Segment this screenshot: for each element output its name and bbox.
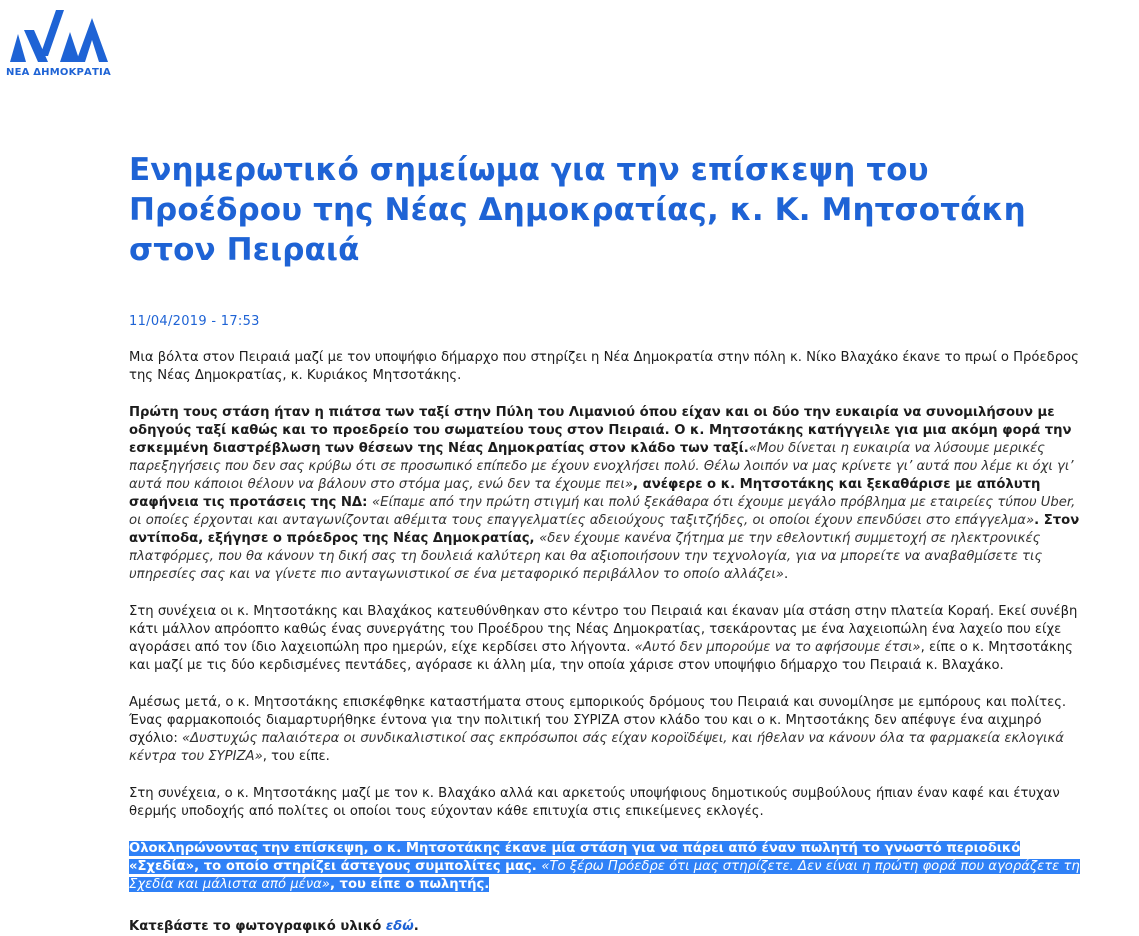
nd-logo-icon bbox=[4, 4, 108, 66]
article-title: Ενημερωτικό σημείωμα για την επίσκεψη του Προέδρου της Νέας Δημοκρατίας, κ. Κ. Μητσοτάκη στον Πειραιά bbox=[129, 152, 1026, 268]
paragraph-3: Στη συνέχεια οι κ. Μητσοτάκης και Βλαχάκος κατευθύνθηκαν στο κέντρο του Πειραιά και έκαναν μία στάση στην πλατεία Κοραή. Εκεί συνέβη κάτι μάλλον απρόοπτο καθώς ένας συνεργάτης του Προέδρου της Νέας Δημοκρατίας, τσεκάροντας με ένα λαχειοπώλη ένα λαχείο που είχε αγοράσει από τον ίδιο λαχειοπώλη προ ημερών, είχε κερδίσει στο λήγοντα. «Αυτό δεν μπορούμε να το αφήσουμε έτσι», είπε ο κ. Μητσοτάκης και μαζί με τις δύο κερδισμένες πεντάδες, αγόρασε κι άλλη μία, την οποία χάρισε στον υποψήφιο δήμαρχο του Πειραιά κ. Βλαχάκο. bbox=[129, 604, 1078, 673]
download-link[interactable]: εδώ bbox=[385, 919, 414, 934]
paragraph-6-selected: Ολοκληρώνοντας την επίσκεψη, ο κ. Μητσοτάκης έκανε μία στάση για να πάρει από έναν πωλητή το γνωστό περιοδικό «Σχεδία», το οποίο στηρίζει άστεγους συμπολίτες μας. «Το ξέρω Πρόεδρε ότι μας στηρίζετε. Δεν είναι η πρώτη φορά που αγοράζετε τη Σχεδία και μάλιστα από μένα», του είπε ο πωλητής. bbox=[129, 841, 1080, 892]
article bbox=[129, 150, 1084, 936]
article-body bbox=[129, 349, 1084, 936]
download-line: Κατεβάστε το φωτογραφικό υλικό εδώ. bbox=[129, 919, 419, 934]
article-date: 11/04/2019 - 17:53 bbox=[129, 314, 260, 329]
logo-text: ΝΕΑ ΔΗΜΟΚΡΑΤΙΑ bbox=[6, 67, 111, 78]
nd-logo[interactable] bbox=[4, 4, 111, 80]
paragraph-4: Αμέσως μετά, ο κ. Μητσοτάκης επισκέφθηκε καταστήματα στους εμπορικούς δρόμους του Πειραιά και συνομίλησε με εμπόρους και πολίτες. Ένας φαρμακοποιός διαμαρτυρήθηκε έντονα για την πολιτική του ΣΥΡΙΖΑ στον κλάδο του και ο κ. Μητσοτάκης δεν απέφυγε ένα αιχμηρό σχόλιο: «Δυστυχώς παλαιότερα οι συνδικαλιστικοί σας εκπρόσωποι σάς είχαν κοροϊδέψει, και ήθελαν να κάνουν όλα τα φαρμακεία εκλογικά κέντρα του ΣΥΡΙΖΑ», του είπε. bbox=[129, 695, 1067, 764]
paragraph-5: Στη συνέχεια, ο κ. Μητσοτάκης μαζί με τον κ. Βλαχάκο αλλά και αρκετούς υποψήφιους δημοτικούς συμβούλους ήπιαν έναν καφέ και έτυχαν θερμής υποδοχής από πολίτες οι οποίοι τους εύχονταν κάθε επιτυχία στις επικείμενες εκλογές. bbox=[129, 786, 1060, 819]
paragraph-1: Μια βόλτα στον Πειραιά μαζί με τον υποψήφιο δήμαρχο που στηρίζει η Νέα Δημοκρατία στην πόλη κ. Νίκο Βλαχάκο έκανε το πρωί ο Πρόεδρος της Νέας Δημοκρατίας, κ. Κυριάκος Μητσοτάκης. bbox=[129, 350, 1079, 383]
paragraph-2: Πρώτη τους στάση ήταν η πιάτσα των ταξί στην Πύλη του Λιμανιού όπου είχαν και οι δύο την ευκαιρία να συνομιλήσουν με οδηγούς ταξί καθώς και το προεδρείο του σωματείου τους στον Πειραιά. Ο κ. Μητσοτάκης κατήγγειλε για μια ακόμη φορά την εσκεμμένη διαστρέβλωση των θέσεων της Νέας Δημοκρατίας στον κλάδο των ταξί.«Μου δίνεται η ευκαιρία να λύσουμε μερικές παρεξηγήσεις που δεν σας κρύβω ότι σε προσωπικό επίπεδο με έχουν ενοχλήσει πολύ. Θέλω λοιπόν να μας κρίνετε γι’ αυτά που λέμε κι όχι γι’ αυτά που κάποιοι θέλουν να βάλουν στο στόμα μας, ενώ δεν τα έχουμε πει», ανέφερε ο κ. Μητσοτάκης και ξεκαθάρισε με απόλυτη σαφήνεια τις προτάσεις της ΝΔ: «Είπαμε από την πρώτη στιγμή και πολύ ξεκάθαρα ότι έχουμε μεγάλο πρόβλημα με εταιρείες τύπου Uber, οι οποίες έρχονται και ανταγωνίζονται αθέμιτα τους επαγγελματίες αδειούχους ταξιτζήδες, οι οποίοι έχουν επενδύσει στο επάγγελμα». Στον αντίποδα, εξήγησε ο πρόεδρος της Νέας Δημοκρατίας, «δεν έχουμε κανένα ζήτημα με την εθελοντική συμμετοχή σε ηλεκτρονικές πλατφόρμες, που θα κάνουν τη δική σας τη δουλειά καλύτερη και θα αξιοποιήσουν την τεχνολογία, για να μπορείτε να αναβαθμίσετε τις υπηρεσίες σας και να γίνετε πιο ανταγωνιστικοί σε ένα μεταφορικό περιβάλλον το οποίο αλλάζει». bbox=[129, 405, 1080, 582]
